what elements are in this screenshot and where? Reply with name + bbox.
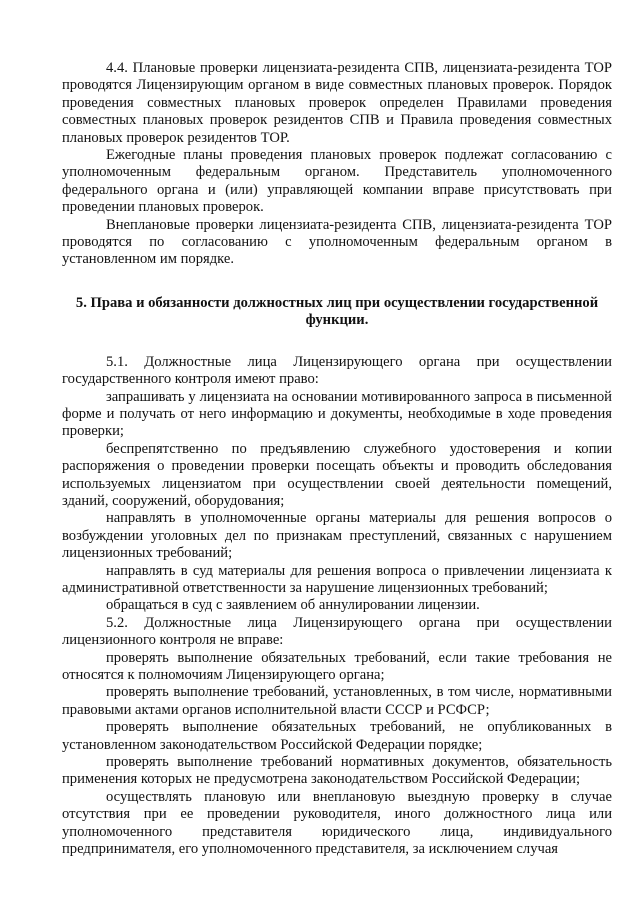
paragraph-5-2: 5.2. Должностные лица Лицензирующего органа при осуществлении лицензионного контроля не вправе:: [62, 614, 612, 649]
paragraph-5-1: 5.1. Должностные лица Лицензирующего органа при осуществлении государственного контроля имеют право:: [62, 353, 612, 388]
restriction-absent-representative: осуществлять плановую или внеплановую выездную проверку в случае отсутствия при ее проведении руководителя, иного должностного лица или уполномоченного представителя юридического лица, индивидуального предпринимателя, его уполномоченного представителя, за исключением случая: [62, 788, 612, 858]
restriction-mandatory-requirements: проверять выполнение обязательных требований, если такие требования не относятся к полномочиям Лицензирующего органа;: [62, 649, 612, 683]
restriction-ussr-acts: проверять выполнение требований, установленных, в том числе, нормативными правовыми актами органов исполнительной власти СССР и РСФСР;: [62, 684, 612, 718]
restriction-unpublished-requirements: проверять выполнение обязательных требований, не опубликованных в установленном законодательством Российской Федерации порядке;: [62, 719, 612, 753]
right-annul-license: обращаться в суд с заявлением об аннулировании лицензии.: [106, 597, 480, 614]
restriction-normative-documents: проверять выполнение требований нормативных документов, обязательность применения которых не предусмотрена законодательством Российской Федерации;: [62, 754, 612, 788]
right-visit-objects: беспрепятственно по предъявлению служебного удостоверения и копии распоряжения о проведении проверки посещать объекты и проводить обследования используемых лицензиатом при осуществлении своей деятельности помещений, зданий, сооружений, оборудования;: [62, 440, 612, 509]
paragraph-annual-plans: Ежегодные планы проведения плановых проверок подлежат согласованию с уполномоченным федеральным органом. Представитель уполномоченного федерального органа и (или) управляющей компании вправе присутствовать при проведении плановых проверок.: [62, 147, 612, 216]
right-request-information: запрашивать у лицензиата на основании мотивированного запроса в письменной форме и получать от него информацию и документы, необходимые в ходе проведения проверки;: [62, 388, 612, 440]
section-5-heading: 5. Права и обязанности должностных лиц при осуществлении государственной функции.: [75, 294, 599, 329]
right-send-materials-criminal: направлять в уполномоченные органы материалы для решения вопросов о возбуждении уголовных дел по признакам преступлений, связанных с нарушением лицензионных требований;: [62, 510, 612, 562]
paragraph-unscheduled-inspections: Внеплановые проверки лицензиата-резидента СПВ, лицензиата-резидента ТОР проводятся по согласованию с уполномоченным федеральным органом в установленном им порядке.: [62, 216, 612, 268]
paragraph-4-4: 4.4. Плановые проверки лицензиата-резидента СПВ, лицензиата-резидента ТОР проводятся Лицензирующим органом в виде совместных плановых проверок. Порядок проведения совместных плановых проверок определен Правилами проведения совместных плановых проверок резидентов СПВ и Правила проведения совместных плановых проверок резидентов ТОР.: [62, 60, 612, 146]
right-send-materials-court: направлять в суд материалы для решения вопроса о привлечении лицензиата к административной ответственности за нарушение лицензионных требований;: [62, 562, 612, 596]
